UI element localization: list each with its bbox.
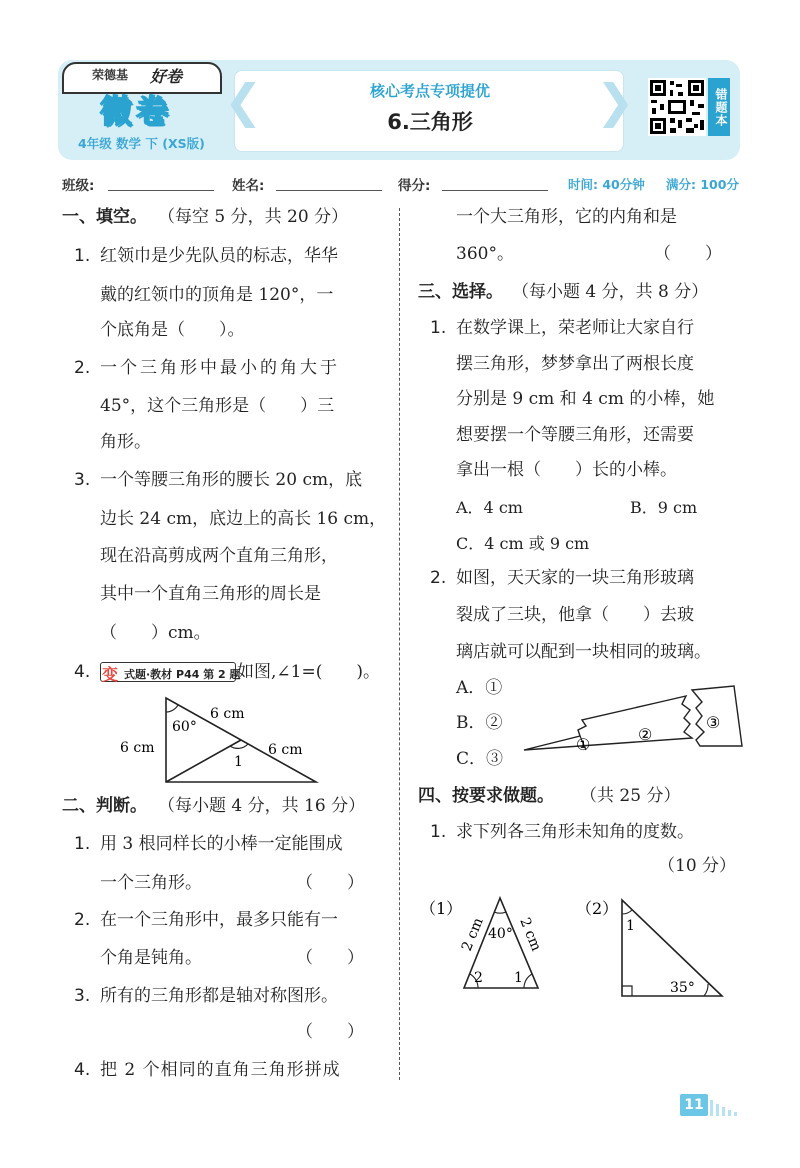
grade-label: 4年级 数学 下 (XS版) <box>78 136 205 151</box>
q3-2-option-b[interactable]: B．② <box>456 713 503 733</box>
fig2-angle1: 1 <box>626 918 635 934</box>
qr-code-icon <box>648 78 706 136</box>
name-field[interactable] <box>276 190 382 191</box>
class-field[interactable] <box>108 190 214 191</box>
q3-1-line1: 在数学课上，荣老师让大家自行 <box>456 318 694 338</box>
q1-2-line2[interactable]: 45°，这个三角形是（ ）三 <box>100 396 335 416</box>
fig1-angle1: 1 <box>514 970 523 986</box>
q3-2-option-c[interactable]: C．③ <box>456 749 504 769</box>
fig2-35-arc <box>704 984 708 996</box>
q3-2-line3: 璃店就可以配到一块相同的玻璃。 <box>456 642 711 662</box>
q3-1-num: 1. <box>430 318 447 338</box>
q4-1-figures <box>420 890 750 1002</box>
fig1-label: （1） <box>420 899 463 918</box>
q1-2-num: 2. <box>74 358 91 378</box>
base-right-arc <box>524 974 532 988</box>
q2-2-line1: 在一个三角形中，最多只能有一 <box>100 910 338 930</box>
page-subtitle: 核心考点专项提优 <box>369 82 490 100</box>
section-3-title: 三、选择。 <box>418 282 503 302</box>
fig1-side-right: 2 cm <box>516 915 545 954</box>
q1-3-num: 3. <box>74 470 91 490</box>
page-bars-icon <box>710 1094 744 1116</box>
q3-2-option-a[interactable]: A．① <box>456 678 503 698</box>
name-label: 姓名: <box>232 178 265 194</box>
q2-1-line2: 一个三角形。 <box>100 873 202 893</box>
score-label: 得分: <box>398 178 431 194</box>
q3-1-option-a[interactable]: A．4 cm <box>456 498 523 517</box>
q3-1-option-c[interactable]: C．4 cm 或 9 cm <box>456 534 590 553</box>
fig1-angle2: 2 <box>474 970 483 986</box>
section-1-note: （每空 5 分，共 20 分） <box>158 207 349 227</box>
class-label: 班级: <box>62 178 95 194</box>
q4-1-points: （10 分） <box>658 856 737 876</box>
q3-2-line1: 如图，天天家的一块三角形玻璃 <box>456 568 694 588</box>
series-title: 微卷 <box>100 92 173 130</box>
q1-4-num: 4. <box>74 662 91 682</box>
time-limit: 时间: 40分钟 <box>568 177 645 192</box>
column-divider <box>399 208 400 1080</box>
q4-1-num: 1. <box>430 822 447 842</box>
q2-2-num: 2. <box>74 910 91 930</box>
inner-segment <box>166 740 241 782</box>
q1-1-line1: 红领巾是少先队员的标志，华华 <box>100 246 338 266</box>
q2-1-answer[interactable]: （ ） <box>296 873 364 893</box>
fig2-angle: 35° <box>670 980 695 996</box>
q3-1-option-b[interactable]: B．9 cm <box>630 498 698 517</box>
right-chevron-icon: ❯ <box>596 74 635 128</box>
section-4-note: （共 25 分） <box>580 786 681 806</box>
q1-3-line5[interactable]: （ ）cm。 <box>100 623 211 643</box>
q2-1-line1: 用 3 根同样长的小棒一定能围成 <box>100 834 343 854</box>
glass-piece-outline <box>524 696 692 750</box>
q3-2-line2[interactable]: 裂成了三块，他拿（ ）去玻 <box>456 605 694 625</box>
q1-3-line1: 一个等腰三角形的腰长 20 cm，底 <box>100 470 363 490</box>
glass-label-2: ② <box>638 725 653 744</box>
left-chevron-icon: ❮ <box>224 74 263 128</box>
apex-arc <box>494 912 506 913</box>
right-angle-mark <box>622 986 632 996</box>
q1-3-line2: 边长 24 cm，底边上的高长 16 cm， <box>100 509 387 529</box>
q2-4-line2: 一个大三角形，它的内角和是 <box>456 207 677 227</box>
q2-3-answer[interactable]: （ ） <box>296 1022 364 1042</box>
variant-tag-mark: 变 <box>102 665 119 684</box>
section-2-note: （每小题 4 分，共 16 分） <box>158 796 366 816</box>
full-score: 满分: 100分 <box>666 177 739 192</box>
brand-logo-2: 好卷 <box>150 67 183 86</box>
q2-1-num: 1. <box>74 834 91 854</box>
section-3-note: （每小题 4 分，共 8 分） <box>512 282 709 302</box>
q2-4-answer[interactable]: （ ） <box>654 244 722 264</box>
q1-1-line2: 戴的红领巾的顶角是 120°，一 <box>100 285 334 305</box>
page-number: 11 <box>680 1094 708 1116</box>
q2-2-answer[interactable]: （ ） <box>296 948 364 968</box>
fig-label-top: 6 cm <box>210 706 245 722</box>
q2-4-line3: 360°。 <box>456 244 514 264</box>
fig-label-left: 6 cm <box>120 740 155 756</box>
fig-label-angle1: 1 <box>234 754 243 770</box>
fig1-side-left: 2 cm <box>458 915 487 954</box>
q3-1-line4: 想要摆一个等腰三角形，还需要 <box>456 425 694 445</box>
fig2-label: （2） <box>576 899 619 918</box>
section-1-title: 一、填空。 <box>62 207 147 227</box>
fig1-angle: 40° <box>488 926 513 942</box>
q1-1-line3[interactable]: 个底角是（ ）。 <box>100 320 245 340</box>
q1-3-line4: 其中一个直角三角形的周长是 <box>100 584 321 604</box>
q3-1-line2: 摆三角形，梦梦拿出了两根长度 <box>456 354 694 374</box>
q3-1-line3: 分别是 9 cm 和 4 cm 的小棒，她 <box>456 389 715 409</box>
glass-label-3: ③ <box>706 713 721 732</box>
variant-tag-text: 式题·教材 P44 第 2 题 <box>124 668 241 681</box>
q3-2-num: 2. <box>430 568 447 588</box>
section-4-title: 四、按要求做题。 <box>418 786 554 806</box>
score-field[interactable] <box>442 190 548 191</box>
error-book-label: 错题本 <box>708 78 730 136</box>
q2-3-num: 3. <box>74 986 91 1006</box>
q1-2-line3: 角形。 <box>100 432 151 452</box>
glass-label-1: ① <box>576 735 591 754</box>
q4-1-line1: 求下列各三角形未知角的度数。 <box>456 822 694 842</box>
q2-4-num: 4. <box>74 1060 91 1080</box>
fig2-top-arc <box>622 910 632 914</box>
brand-logo: 荣德基 <box>92 68 129 82</box>
q1-4-figure <box>120 690 330 790</box>
q2-4-line1: 把 2 个相同的直角三角形拼成 <box>100 1060 341 1080</box>
fig-label-angle60: 60° <box>172 719 197 735</box>
q3-1-line5[interactable]: 拿出一根（ ）长的小棒。 <box>456 460 677 480</box>
q1-4-text[interactable]: 如图,∠1=( )。 <box>237 662 380 682</box>
q1-1-num: 1. <box>74 246 91 266</box>
q1-3-line3: 现在沿高剪成两个直角三角形， <box>100 546 338 566</box>
angle-60-arc <box>166 705 178 712</box>
page-title: 6.三角形 <box>387 110 473 134</box>
q3-2-figure <box>520 684 750 756</box>
fig-label-right: 6 cm <box>268 742 303 758</box>
q1-2-line1: 一个三角形中最小的角大于 <box>100 358 340 378</box>
q2-2-line2: 个角是钝角。 <box>100 948 202 968</box>
q2-3-line1: 所有的三角形都是轴对称图形。 <box>100 986 338 1006</box>
section-2-title: 二、判断。 <box>62 796 147 816</box>
